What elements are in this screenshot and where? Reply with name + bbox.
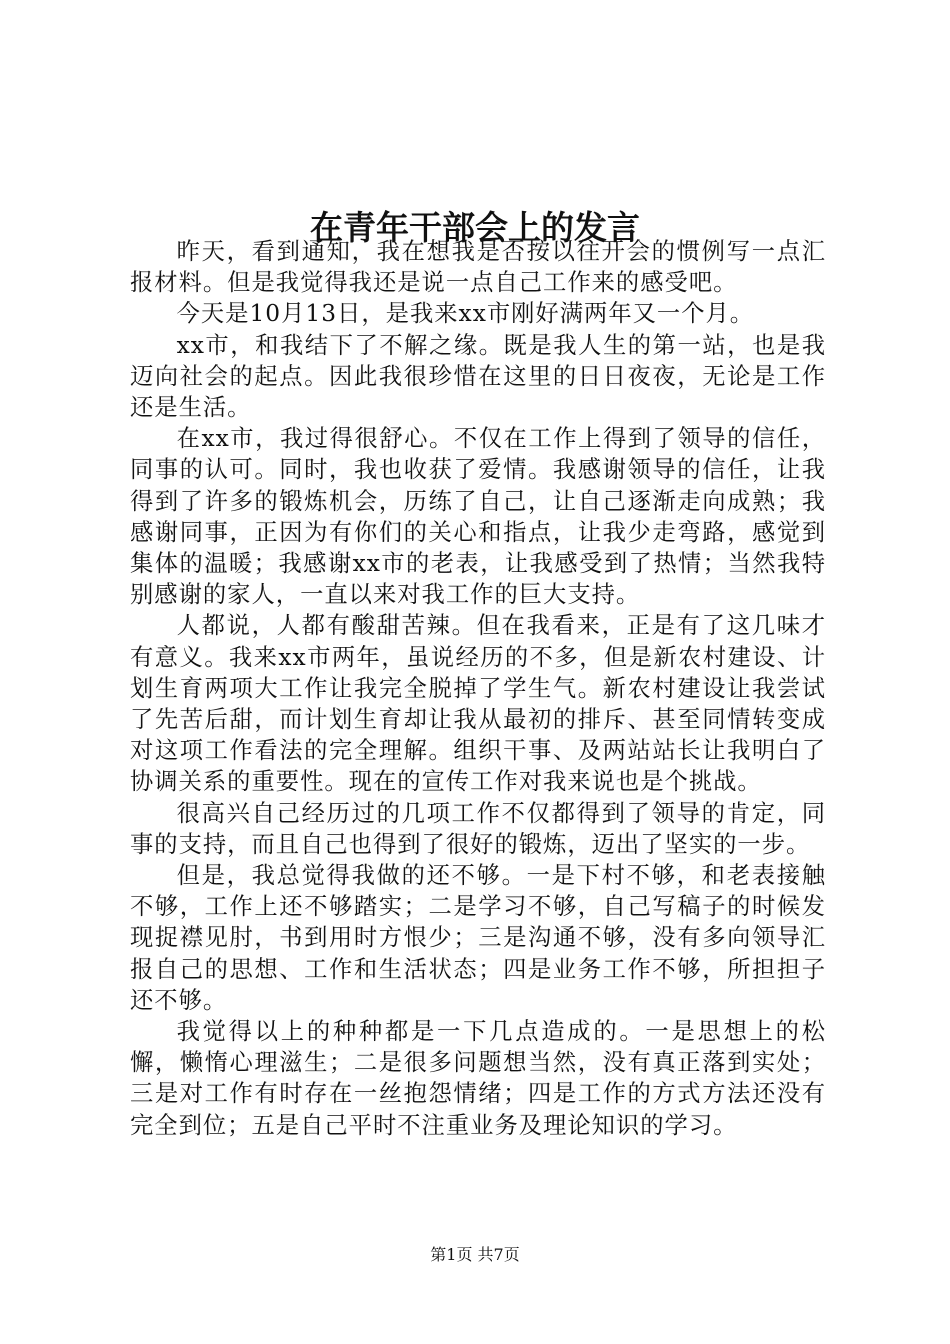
- page-number-footer: 第1页 共7页: [430, 1245, 520, 1264]
- paragraph: 昨天，看到通知，我在想我是否按以往开会的惯例写一点汇报材料。但是我觉得我还是说一点自己工作来的感受吧。: [130, 238, 826, 297]
- paragraph: 我觉得以上的种种都是一下几点造成的。一是思想上的松懈，懒惰心理滋生；二是很多问题想当然，没有真正落到实处；三是对工作有时存在一丝抱怨情绪；四是工作的方式方法还没有完全到位；五是自己平时不注重业务及理论知识的学习。: [130, 1018, 826, 1139]
- paragraph: 今天是10月13日，是我来xx市刚好满两年又一个月。: [176, 300, 755, 328]
- paragraph: 但是，我总觉得我做的还不够。一是下村不够，和老表接触不够，工作上还不够踏实；二是学习不够，自己写稿子的时候发现捉襟见肘，书到用时方恨少；三是沟通不够，没有多向领导汇报自己的思想、工作和生活状态；四是业务工作不够，所担担子还不够。: [130, 862, 826, 1014]
- paragraph: 在xx市，我过得很舒心。不仅在工作上得到了领导的信任，同事的认可。同时，我也收获了爱情。我感谢领导的信任，让我得到了许多的锻炼机会，历练了自己，让自己逐渐走向成熟；我感谢同事，正因为有你们的关心和指点，让我少走弯路，感觉到集体的温暖；我感谢xx市的老表，让我感受到了热情；当然我特别感谢的家人，一直以来对我工作的巨大支持。: [130, 425, 826, 609]
- document-body: [130, 236, 826, 1141]
- document-title: 在青年干部会上的发言: [310, 208, 640, 248]
- paragraph: 人都说，人都有酸甜苦辣。但在我看来，正是有了这几味才有意义。我来xx市两年，虽说经历的不多，但是新农村建设、计划生育两项大工作让我完全脱掉了学生气。新农村建设让我尝试了先苦后甜，而计划生育却让我从最初的排斥、甚至同情转变成对这项工作看法的完全理解。组织干事、及两站站长让我明白了协调关系的重要性。现在的宣传工作对我来说也是个挑战。: [130, 612, 826, 796]
- paragraph: 很高兴自己经历过的几项工作不仅都得到了领导的肯定，同事的支持，而且自己也得到了很好的锻炼，迈出了坚实的一步。: [130, 799, 826, 858]
- paragraph: xx市，和我结下了不解之缘。既是我人生的第一站，也是我迈向社会的起点。因此我很珍惜在这里的日日夜夜，无论是工作还是生活。: [130, 331, 826, 422]
